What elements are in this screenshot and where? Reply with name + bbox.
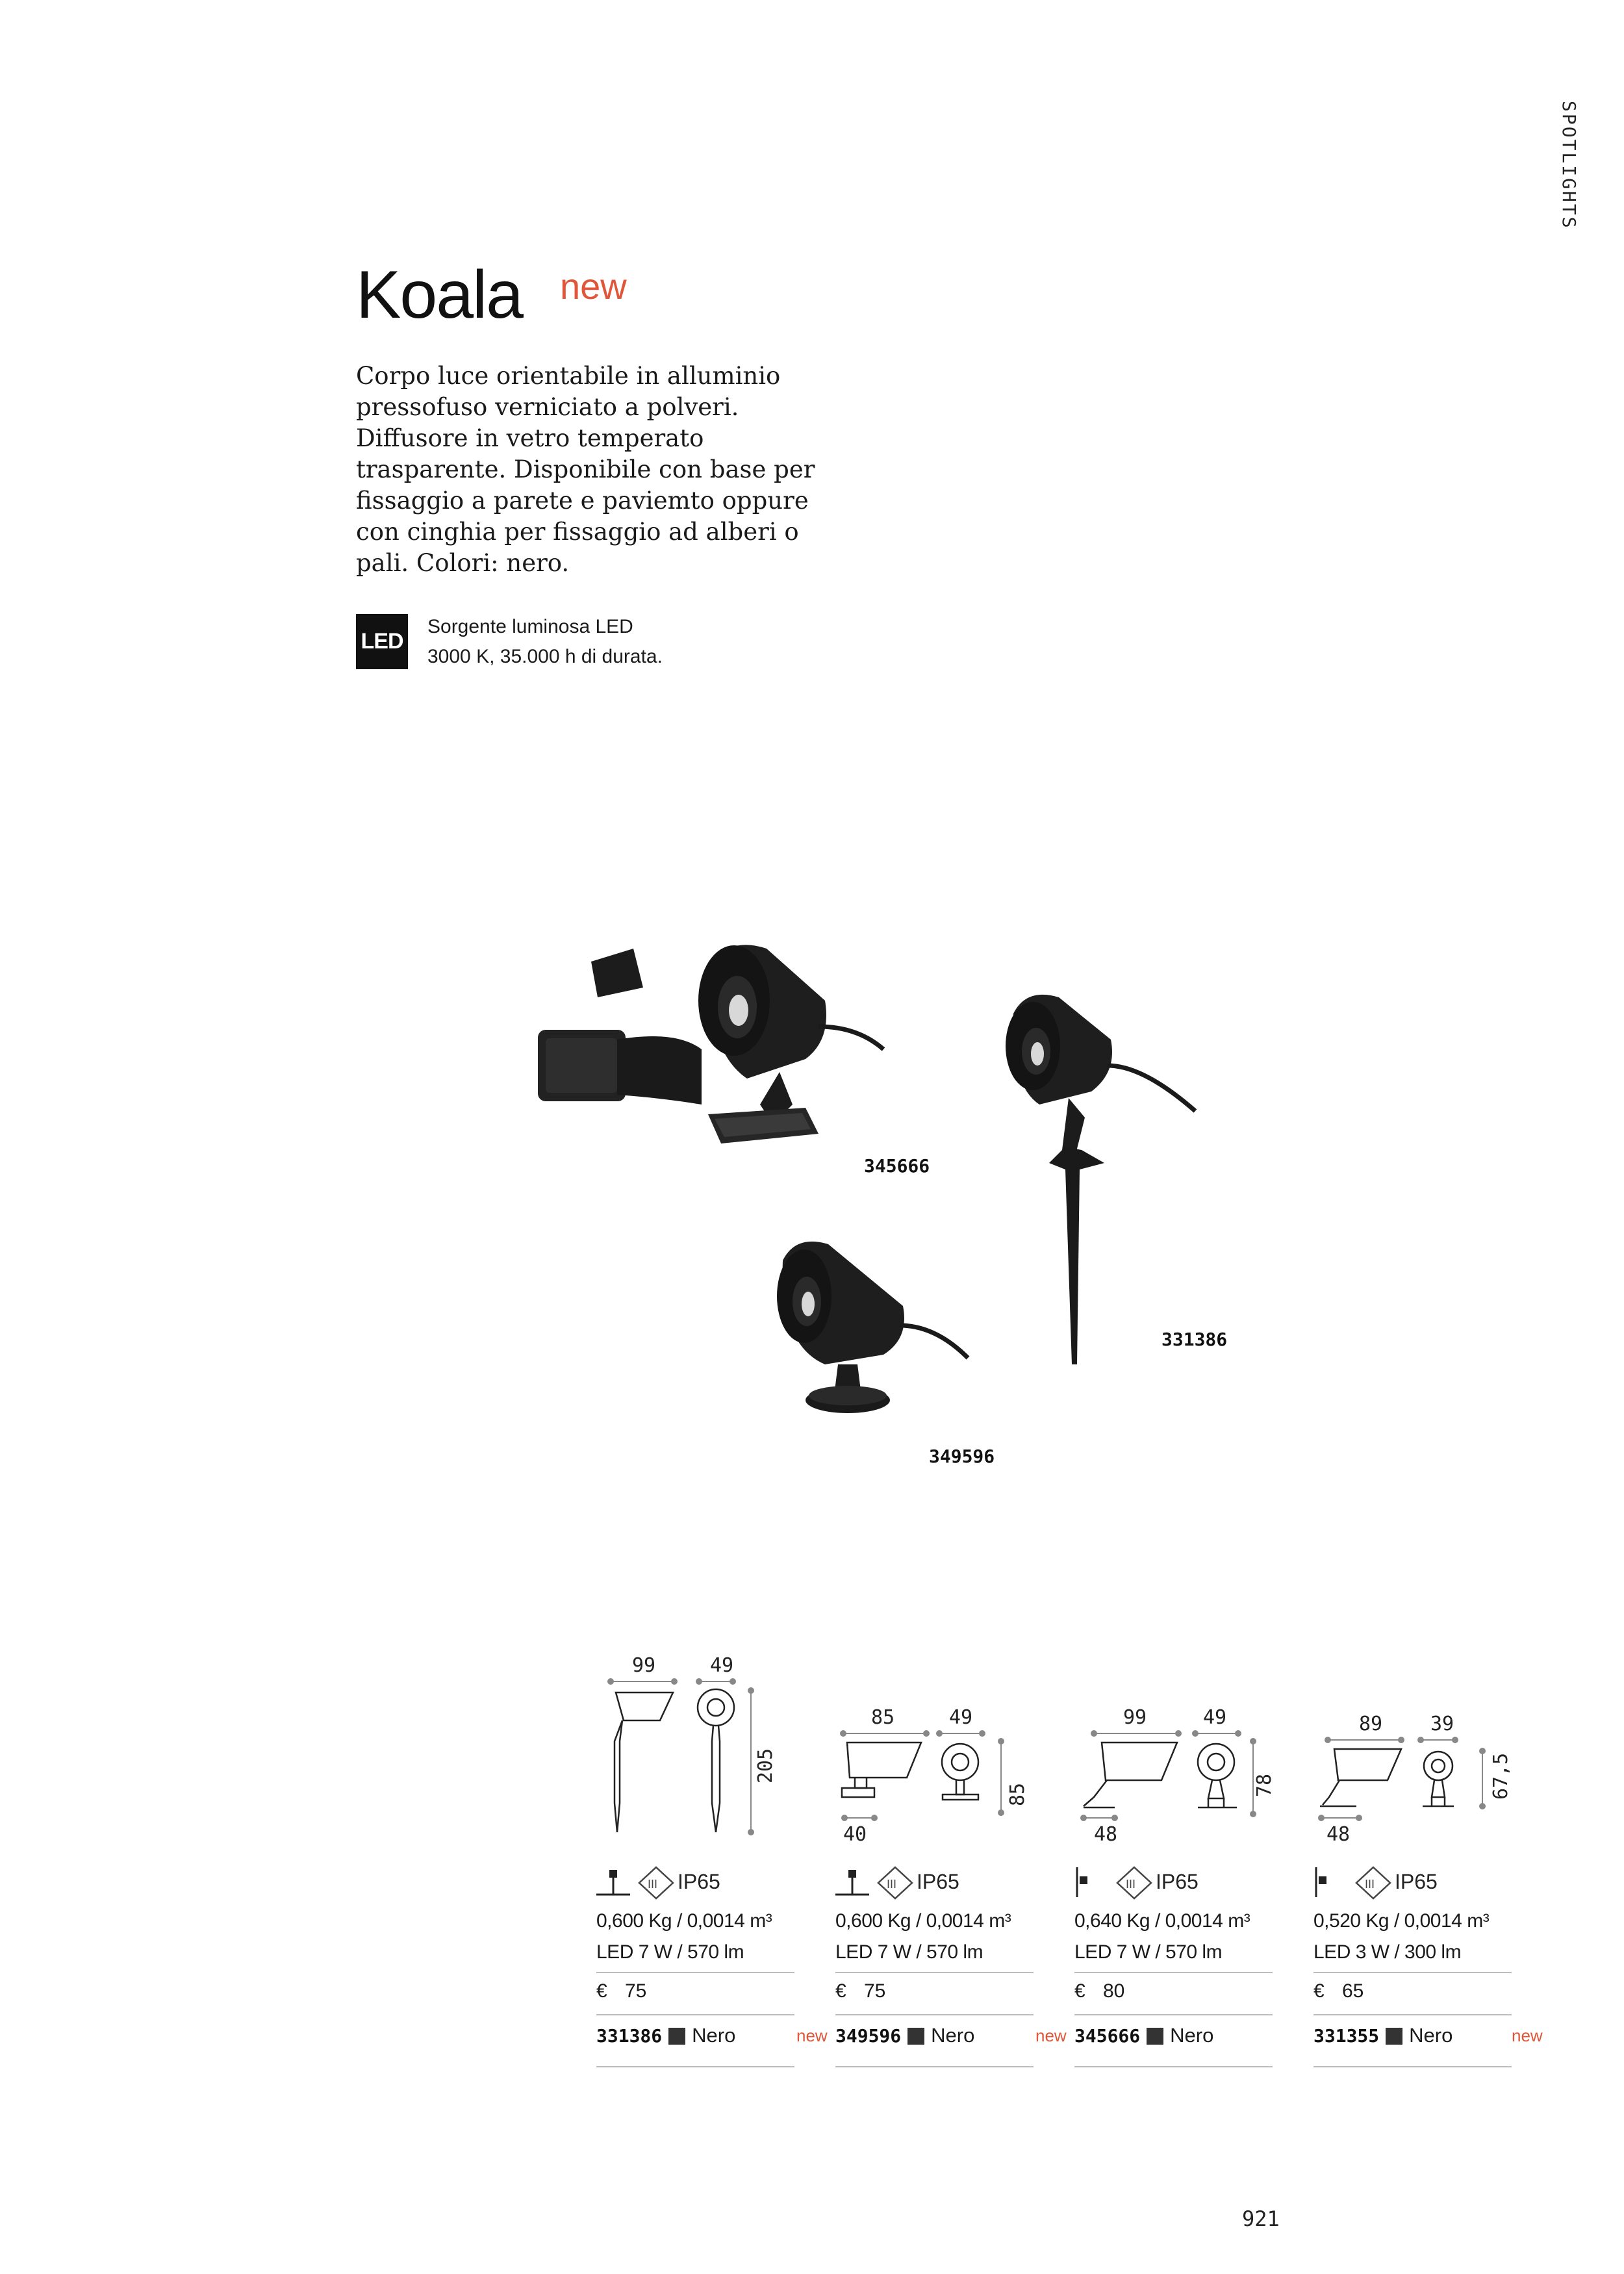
color-name: Nero [1170, 2024, 1214, 2047]
weight-volume: 0,520 Kg / 0,0014 m³ [1313, 1910, 1490, 1932]
dim-width: 85 [871, 1706, 895, 1729]
class-iii-icon: III [1365, 1878, 1375, 1891]
new-tag: new [796, 2026, 828, 2045]
divider [1074, 1972, 1273, 1973]
dimension-drawing [1074, 1644, 1276, 1845]
ground-mount-icon [596, 1865, 674, 1904]
dim-height: 78 [1253, 1773, 1276, 1797]
dimension-drawing [1313, 1644, 1515, 1845]
currency: € [835, 1980, 846, 2002]
divider [596, 2014, 794, 2015]
divider [1074, 2066, 1273, 2067]
dim-height: 67,5 [1490, 1752, 1512, 1800]
product-code: 345666 [1074, 2025, 1141, 2047]
dim-width: 89 [1359, 1713, 1383, 1735]
product-title: Koala [356, 257, 522, 333]
product-column-331386 [596, 1644, 798, 2099]
divider [835, 2066, 1034, 2067]
dim-depth: 49 [710, 1654, 734, 1677]
divider [1313, 2014, 1512, 2015]
currency: € [596, 1980, 607, 2002]
new-tag: new [1035, 2026, 1067, 2045]
led-info-line-2: 3000 K, 35.000 h di durata. [427, 646, 663, 667]
page-number: 921 [1242, 2206, 1280, 2231]
currency: € [1074, 1980, 1085, 2002]
color-swatch [907, 2028, 924, 2045]
price: 65 [1342, 1980, 1364, 2002]
divider [1074, 2014, 1273, 2015]
dim-base: 40 [843, 1823, 867, 1846]
code-row [1074, 2024, 1276, 2047]
mounting-icons [1074, 1865, 1276, 1904]
color-name: Nero [931, 2024, 975, 2047]
power-output: LED 7 W / 570 lm [1074, 1941, 1223, 1963]
color-swatch [668, 2028, 685, 2045]
wall-mount-icon [1313, 1865, 1391, 1904]
color-name: Nero [692, 2024, 736, 2047]
price-row [835, 1980, 885, 2002]
photo-label-331386: 331386 [1161, 1329, 1228, 1350]
divider [835, 1972, 1034, 1973]
price-row [1074, 1980, 1124, 2002]
dimension-drawing [596, 1644, 798, 1845]
color-swatch [1147, 2028, 1163, 2045]
led-info [427, 612, 663, 672]
code-row [596, 2024, 798, 2047]
divider [596, 1972, 794, 1973]
power-output: LED 3 W / 300 lm [1313, 1941, 1462, 1963]
class-iii-icon: III [887, 1878, 897, 1891]
class-iii-icon: III [1126, 1878, 1136, 1891]
base-spotlight-photo [777, 1242, 968, 1413]
weight-volume: 0,600 Kg / 0,0014 m³ [596, 1910, 772, 1932]
divider [835, 2014, 1034, 2015]
price: 80 [1103, 1980, 1125, 2002]
led-icon: LED [356, 614, 408, 669]
power-output: LED 7 W / 570 lm [835, 1941, 983, 1963]
product-photos [520, 910, 1234, 1481]
dim-width: 99 [632, 1654, 656, 1677]
color-name: Nero [1409, 2024, 1453, 2047]
spike-spotlight-photo [1006, 995, 1195, 1364]
photo-label-349596: 349596 [929, 1446, 995, 1467]
led-info-line-1: Sorgente luminosa LED [427, 616, 633, 637]
price: 75 [864, 1980, 886, 2002]
currency: € [1313, 1980, 1325, 2002]
divider [1313, 2066, 1512, 2067]
wall-mount-icon [1074, 1865, 1152, 1904]
ip-rating: IP65 [678, 1870, 720, 1893]
product-photo-illustration [520, 910, 1234, 1481]
power-output: LED 7 W / 570 lm [596, 1941, 744, 1963]
weight-volume: 0,640 Kg / 0,0014 m³ [1074, 1910, 1250, 1932]
dimension-drawing [835, 1644, 1037, 1845]
price-row [1313, 1980, 1364, 2002]
product-column-331355 [1313, 1644, 1543, 2099]
class-iii-icon: III [648, 1878, 658, 1891]
floor-mount-icon [835, 1865, 913, 1904]
ip-rating: IP65 [1156, 1870, 1199, 1893]
section-label-text: SPOTLIGHTS [1558, 101, 1580, 230]
mounting-icons [596, 1865, 798, 1904]
weight-volume: 0,600 Kg / 0,0014 m³ [835, 1910, 1011, 1932]
dim-depth: 49 [1203, 1706, 1227, 1729]
dim-depth: 39 [1430, 1713, 1454, 1735]
section-label [1551, 101, 1590, 257]
divider [596, 2066, 794, 2067]
dim-base: 48 [1326, 1823, 1351, 1846]
code-row [835, 2024, 1037, 2047]
divider [1313, 1972, 1512, 1973]
color-swatch [1386, 2028, 1402, 2045]
product-column-349596 [796, 1644, 1037, 2099]
product-code: 331355 [1313, 2025, 1380, 2047]
strap-spotlight-photo [538, 945, 883, 1143]
mounting-icons [835, 1865, 1037, 1904]
dim-depth: 49 [949, 1706, 973, 1729]
mounting-icons [1313, 1865, 1515, 1904]
product-code: 349596 [835, 2025, 902, 2047]
product-column-345666 [1035, 1644, 1276, 2099]
price: 75 [625, 1980, 647, 2002]
dim-height: 85 [1006, 1782, 1029, 1806]
dim-width: 99 [1123, 1706, 1147, 1729]
ip-rating: IP65 [917, 1870, 959, 1893]
photo-label-345666: 345666 [864, 1155, 930, 1177]
dim-height: 205 [754, 1748, 777, 1783]
new-tag: new [1512, 2026, 1543, 2045]
product-description: Corpo luce orientabile in alluminio pressofuso verniciato a polveri. Diffusore in vetro temperato trasparente. Disponibile con base per fissaggio a parete e paviemto oppure con cinghia per fissaggio ad alberi o pali. Colori: nero. [356, 362, 815, 577]
price-row [596, 1980, 646, 2002]
code-row [1313, 2024, 1515, 2047]
ip-rating: IP65 [1395, 1870, 1438, 1893]
new-badge: new [560, 266, 627, 307]
product-code: 331386 [596, 2025, 663, 2047]
dim-base: 48 [1094, 1823, 1118, 1846]
